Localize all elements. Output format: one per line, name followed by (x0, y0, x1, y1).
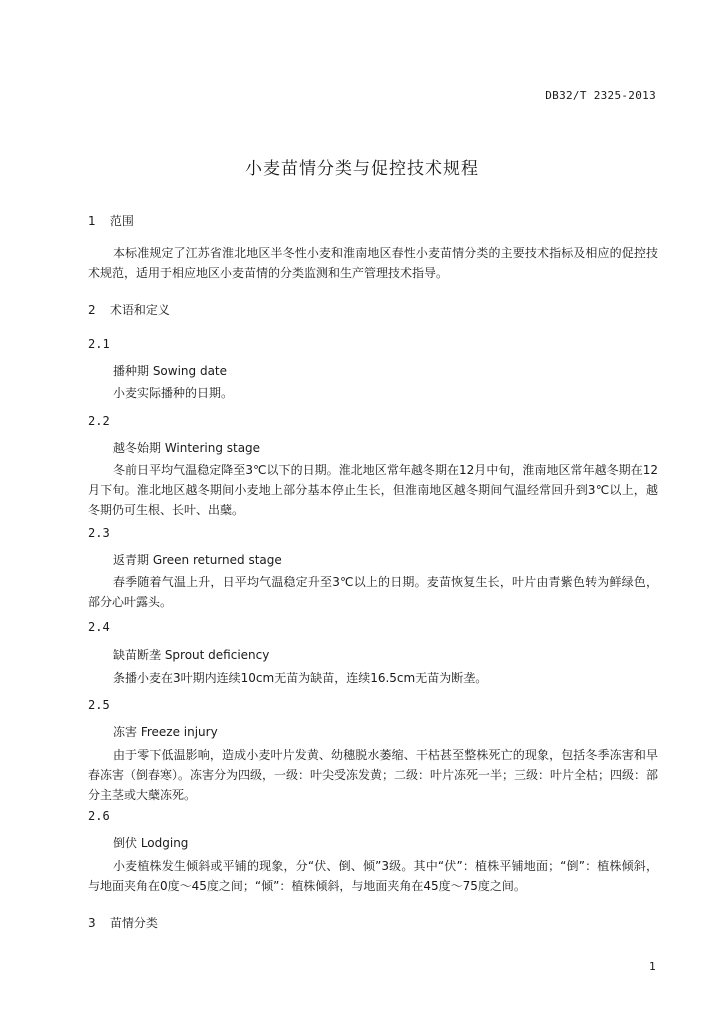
clause-number-2-3: 2.3 (88, 526, 110, 540)
term-heading-2-2: 越冬始期 Wintering stage (113, 441, 261, 455)
section-title: 术语和定义 (109, 303, 170, 317)
term-definition-2-3: 春季随着气温上升，日平均气温稳定升至3℃以上的日期。麦苗恢复生长，叶片由青紫色转为鲜绿色，部分心叶露头。 (88, 575, 658, 609)
term-heading-2-6: 倒伏 Lodging (113, 836, 189, 850)
clause-number-2-5: 2.5 (88, 698, 110, 712)
term-definition-2-1: 小麦实际播种的日期。 (113, 386, 234, 400)
section-number: 2 (88, 303, 96, 317)
clause-number-2-2: 2.2 (88, 414, 110, 428)
term-definition-2-6: 小麦植株发生倾斜或平铺的现象，分“伏、倒、倾”3级。其中“伏”：植株平铺地面；“倒”：植株倾斜，与地面夹角在0度～45度之间；“倾”：植株倾斜，与地面夹角在45度～75度之间。 (88, 859, 658, 893)
section-number: 1 (88, 214, 96, 228)
scope-paragraph: 本标准规定了江苏省淮北地区半冬性小麦和淮南地区春性小麦苗情分类的主要技术指标及相应的促控技术规范，适用于相应地区小麦苗情的分类监测和生产管理技术指导。 (88, 246, 658, 280)
section-2-heading (88, 301, 658, 318)
section-title: 苗情分类 (109, 916, 158, 930)
section-3-heading (88, 914, 658, 931)
term-definition-2-4: 条播小麦在3叶期内连续10cm无苗为缺苗，连续16.5cm无苗为断垄。 (113, 671, 488, 685)
clause-number-2-1: 2.1 (88, 337, 110, 351)
term-heading-2-4: 缺苗断垄 Sprout deficiency (113, 648, 270, 662)
page-number: 1 (649, 960, 656, 973)
section-title: 范围 (109, 214, 134, 228)
term-definition-2-2: 冬前日平均气温稳定降至3℃以下的日期。淮北地区常年越冬期在12月中旬，淮南地区常年越冬期在12月下旬。淮北地区越冬期间小麦地上部分基本停止生长，但淮南地区越冬期间气温经常回升到3℃以上，越冬期仍可生根、长叶、出蘖。 (88, 463, 658, 517)
term-heading-2-1: 播种期 Sowing date (113, 364, 228, 378)
term-heading-2-3: 返青期 Green returned stage (113, 553, 282, 567)
term-heading-2-5: 冻害 Freeze injury (113, 725, 218, 739)
standard-number: DB32/T 2325-2013 (545, 89, 656, 102)
section-number: 3 (88, 916, 96, 930)
section-1-heading (88, 212, 658, 229)
clause-number-2-4: 2.4 (88, 620, 110, 634)
document-title: 小麦苗情分类与促控技术规程 (245, 159, 479, 179)
clause-number-2-6: 2.6 (88, 809, 110, 823)
term-definition-2-5: 由于零下低温影响，造成小麦叶片发黄、幼穗脱水萎缩、干枯甚至整株死亡的现象，包括冬季冻害和早春冻害（倒春寒）。冻害分为四级，一级：叶尖受冻发黄；二级：叶片冻死一半；三级：叶片全枯；四级：部分主茎或大蘖冻死。 (88, 748, 659, 802)
